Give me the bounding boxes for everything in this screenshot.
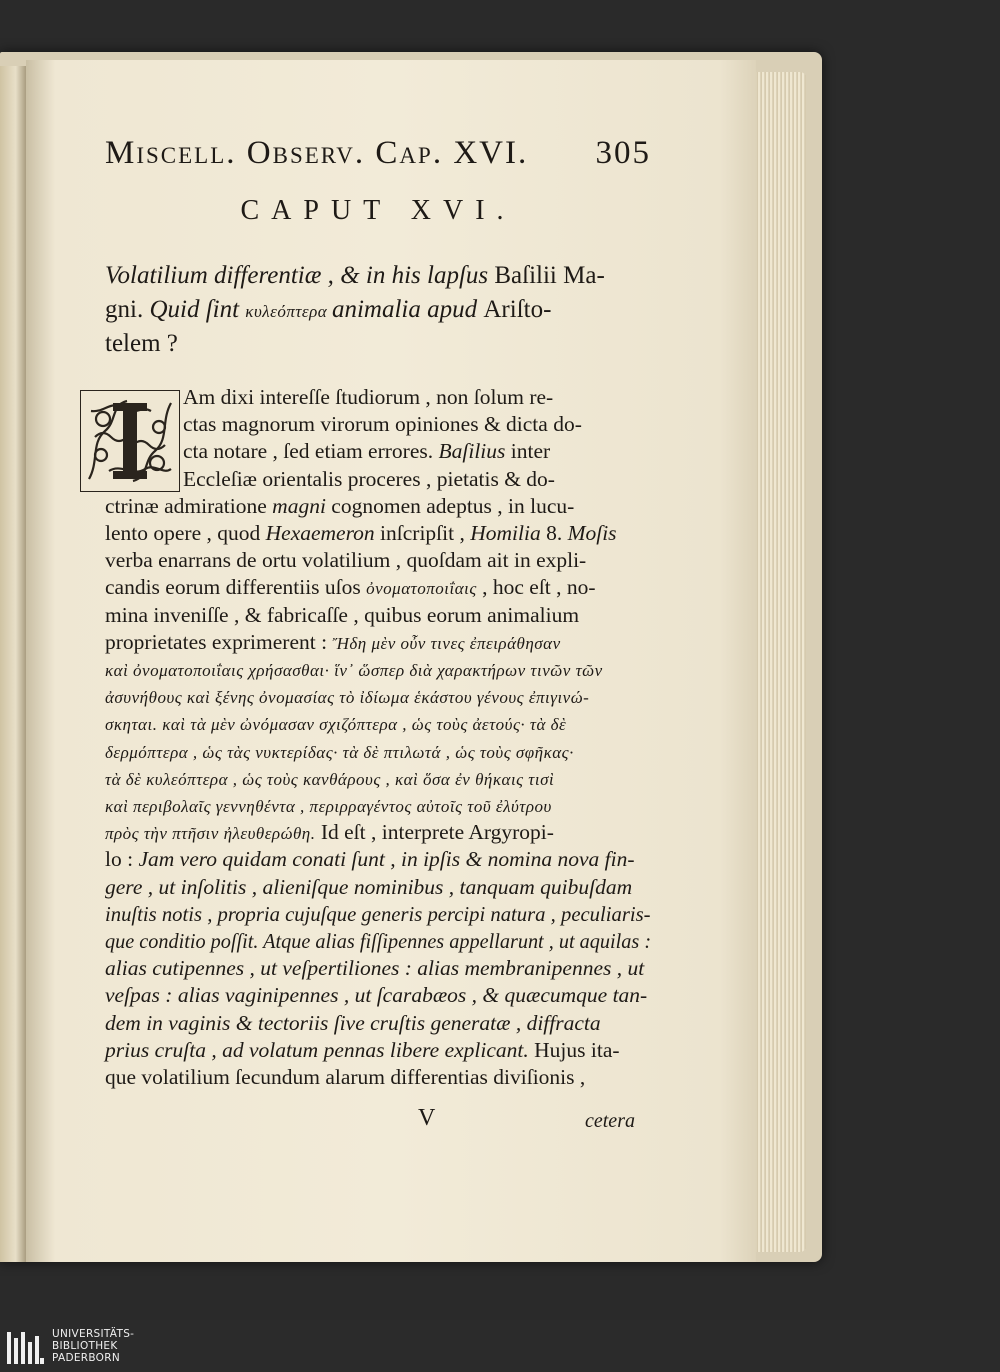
greek-text: κυλεόπτερα — [245, 302, 332, 321]
text-segment: Ariſto- — [483, 296, 552, 323]
text-segment: verba enarrans de ortu volatilium , quoſdam ait in expli- — [105, 548, 587, 573]
greek-text: ἀσυνήθους καὶ ξένης ὀνομασίας τὸ ἰδίωμα ἑκάστου γένους ἐπιγινώ- — [105, 688, 590, 708]
text-segment: cognomen adeptus , in lucu- — [325, 493, 575, 518]
library-footer — [0, 1320, 1000, 1372]
greek-text: Ἤδη μὲν οὖν τινες ἐπειράθησαν — [332, 633, 561, 653]
body-line — [105, 548, 651, 573]
ornament-initial-icon — [81, 391, 179, 491]
greek-text: καὶ περιβολαῖς γεννηθέντα , περιρραγέντος αὐτοῖς τοῦ ἐλύτρου — [105, 797, 552, 816]
greek-text: τὰ δὲ κυλεόπτερα , ὡς τοὺς κανθάρους , καὶ ὅσα ἐν θήκαις τισὶ — [105, 769, 555, 789]
text-segment: Quid ſint — [149, 296, 246, 323]
text-segment: gere , ut inſolitis , alieniſque nominibus , tanquam quibuſdam — [105, 874, 633, 899]
body-line — [105, 847, 651, 872]
body-line — [105, 494, 651, 519]
text-segment: Baſilii Ma- — [494, 262, 605, 289]
text-segment: prius cruſta , ad volatum pennas libere explicant. — [105, 1037, 529, 1062]
text-segment: alias cutipennes , ut veſpertiliones : alias membranipennes , ut — [105, 956, 645, 981]
greek-text: ὀνοματοποιΐαις — [366, 579, 477, 599]
library-name-line: PADERBORN — [52, 1352, 120, 1364]
body-line — [105, 956, 651, 981]
body-line — [105, 983, 651, 1008]
text-segment: proprietates exprimerent : — [105, 629, 333, 654]
greek-text: καὶ ὀνοματοποιΐαις χρήσασθαι· ἵν᾽ ὥσπερ διὰ χαρακτήρων τινῶν τῶν — [105, 661, 603, 680]
text-segment: Hujus ita- — [528, 1037, 620, 1062]
catchword: cetera — [585, 1110, 635, 1132]
body-line — [183, 412, 651, 437]
body-line — [105, 739, 651, 764]
text-segment: inter — [505, 439, 551, 464]
text-segment: ctas magnorum virorum opiniones & dicta do- — [183, 412, 582, 437]
summary-line — [105, 330, 651, 358]
running-head-title: Miscell. Observ. Cap. XVI. — [105, 135, 529, 171]
body-line — [105, 766, 651, 791]
previous-page-edge — [0, 66, 26, 1262]
signature-mark: V — [418, 1105, 436, 1131]
text-segment: mina inveniſſe , & fabricaſſe , quibus eorum animalium — [105, 602, 580, 627]
text-segment: dem in vaginis & tectoriis ſive cruſtis generatæ , diffracta — [105, 1010, 601, 1035]
text-segment: lo : — [105, 847, 139, 872]
text-segment: Am dixi intereſſe ſtudiorum , non ſolum re- — [183, 385, 554, 409]
text-segment: que conditio poſſit. Atque alias fiſſipennes appellarunt , ut aquilas : — [105, 929, 652, 953]
text-segment: , hoc eſt , no- — [476, 575, 596, 600]
body-line — [105, 793, 651, 818]
text-segment: cta notare , ſed etiam errores. — [183, 439, 439, 464]
page-edges — [750, 72, 806, 1252]
library-name — [52, 1328, 134, 1364]
summary-line — [105, 296, 651, 324]
text-segment: inuſtis notis , propria cujuſque generis percipi natura , peculiaris- — [105, 901, 651, 926]
library-name-line: UNIVERSITÄTS- — [52, 1328, 135, 1340]
summary-line — [105, 262, 651, 290]
body-line — [105, 575, 651, 600]
body-line — [105, 657, 651, 682]
text-segment: Baſilius — [438, 439, 506, 464]
text-segment: ctrinæ admiratione — [105, 493, 273, 518]
body-line — [183, 467, 651, 492]
text-segment: Homilia — [470, 521, 541, 545]
text-segment: lento opere , quod — [105, 521, 266, 545]
university-library-logo-icon — [6, 1328, 44, 1368]
body-line — [105, 1038, 651, 1063]
text-segment: 8. — [540, 521, 568, 545]
text-segment: & in his lapſus — [340, 262, 495, 289]
text-segment: magni — [272, 493, 326, 518]
text-segment: Id eſt , interprete Argyropi- — [315, 820, 554, 845]
text-segment: telem ? — [105, 330, 178, 357]
greek-text: δερμόπτερα , ὡς τὰς νυκτερίδας· τὰ δὲ πτιλωτά , ὡς τοὺς σφῆκας· — [105, 742, 574, 762]
text-segment: Eccleſiæ orientalis proceres , pietatis & do- — [183, 466, 555, 491]
text-segment: veſpas : alias vaginipennes , ut ſcarabæos , & quæcumque tan- — [105, 983, 648, 1008]
library-name-line: BIBLIOTHEK — [52, 1340, 118, 1352]
page-number: 305 — [595, 135, 651, 171]
body-line — [105, 630, 651, 655]
body-line — [105, 711, 651, 736]
body-line — [105, 521, 651, 546]
body-line — [105, 1065, 651, 1090]
body-line — [105, 901, 651, 927]
body-line — [183, 385, 651, 410]
body-line — [105, 684, 651, 709]
greek-text: πρὸς τὴν πτῆσιν ἠλευθερώθη. — [105, 824, 316, 844]
body-line — [105, 820, 651, 845]
body-line — [105, 603, 651, 628]
body-line — [105, 929, 652, 954]
text-segment: Jam vero quidam conati ſunt , in ipſis & nomina nova fin- — [138, 847, 635, 872]
text-segment: inſcripſit , — [374, 521, 471, 545]
greek-text: σκηται. καὶ τὰ μὲν ὠνόμασαν σχιζόπτερα , ὡς τοὺς ἀετούς· τὰ δὲ — [105, 715, 567, 735]
text-segment: animalia apud — [331, 296, 484, 323]
body-line — [105, 875, 651, 900]
text-segment: que volatilium ſecundum alarum differentias diviſionis , — [105, 1065, 586, 1089]
text-segment: candis eorum differentiis uſos — [105, 575, 367, 600]
text-segment: gni. — [105, 296, 150, 323]
decorated-initial-letter — [80, 390, 180, 492]
text-segment: Volatilium differentiæ , — [105, 262, 341, 289]
running-head — [105, 135, 651, 172]
body-line — [105, 1011, 651, 1036]
chapter-heading: CAPUT XVI. — [240, 195, 516, 226]
body-line — [183, 439, 651, 464]
text-segment: Moſis — [567, 521, 617, 545]
text-segment: Hexaemeron — [265, 521, 375, 545]
